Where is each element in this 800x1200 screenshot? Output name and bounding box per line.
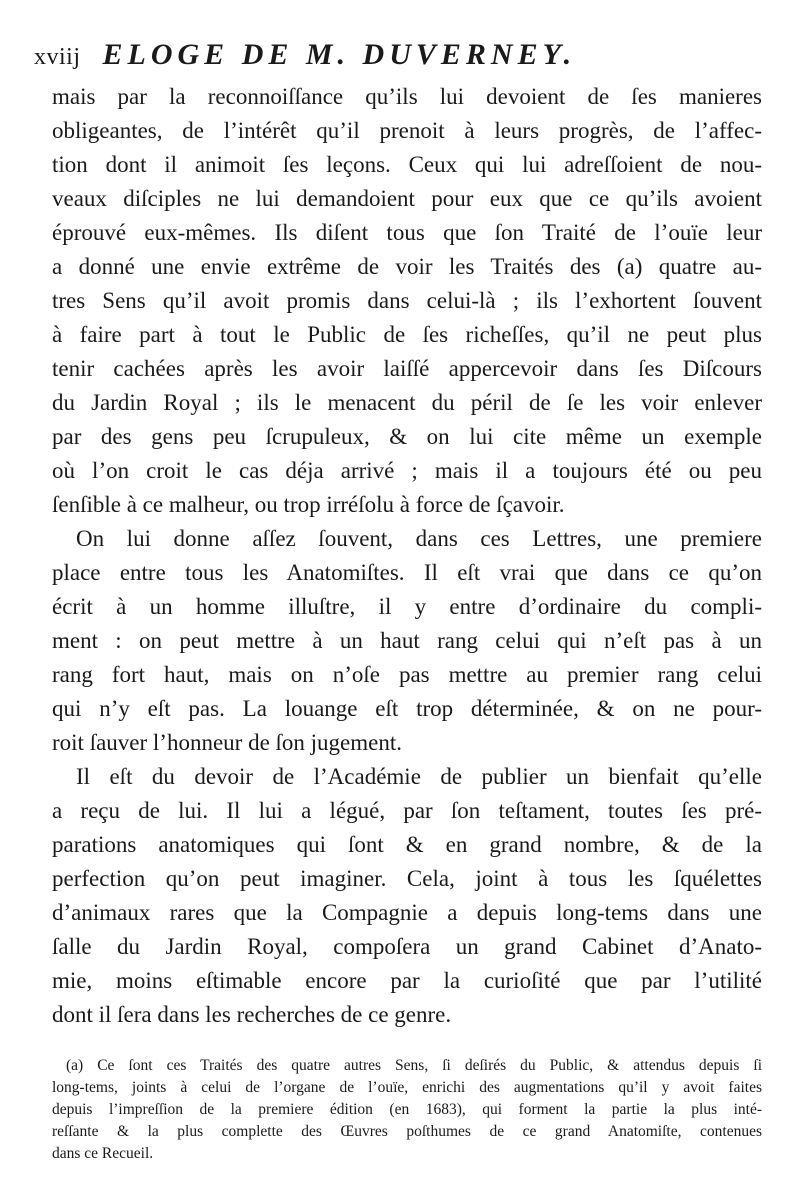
footnote-line: long-tems, joints à celui de l’organe de l’ouïe, enrichi des augmentations qu’il y avoit faites: [52, 1079, 762, 1096]
text-line: tenir cachées après les avoir laiſſé appercevoir dans ſes Diſcours: [52, 356, 762, 381]
text-line: veaux diſciples ne lui demandoient pour eux que ce qu’ils avoient: [52, 186, 762, 211]
text-line: tres Sens qu’il avoit promis dans celui-là ; ils l’exhortent ſouvent: [52, 288, 762, 313]
text-line: qui n’y eſt pas. La louange eſt trop déterminée, & on ne pour-: [52, 696, 762, 721]
text-line: a reçu de lui. Il lui a légué, par ſon teſtament, toutes ſes pré-: [52, 798, 762, 823]
footnote-line: dans ce Recueil.: [52, 1145, 154, 1162]
page-header: [34, 38, 754, 78]
text-line: mie, moins eſtimable encore par la curioſité que par l’utilité: [52, 968, 762, 993]
text-line: par des gens peu ſcrupuleux, & on lui cite même un exemple: [52, 424, 762, 449]
text-line: à faire part à tout le Public de ſes richeſſes, qu’il ne peut plus: [52, 322, 762, 347]
page-number: xviij: [34, 44, 81, 70]
paragraph-end-line: dont il ſera dans les recherches de ce genre.: [52, 1002, 452, 1027]
text-line: ment : on peut mettre à un haut rang celui qui n’eſt pas à un: [52, 628, 762, 653]
footnote-block: [52, 1055, 762, 1165]
paragraph-end-line: ſenſible à ce malheur, ou trop irréſolu à force de ſçavoir.: [52, 492, 565, 517]
main-text: [52, 80, 762, 1032]
paragraph-start-line: Il eſt du devoir de l’Académie de publier un bienfait qu’elle: [76, 764, 762, 789]
text-line: éprouvé eux-mêmes. Ils diſent tous que ſon Traité de l’ouïe leur: [52, 220, 762, 245]
paragraph-end-line: roit ſauver l’honneur de ſon jugement.: [52, 730, 403, 755]
text-line: parations anatomiques qui ſont & en grand nombre, & de la: [52, 832, 762, 857]
paragraph-start-line: On lui donne aſſez ſouvent, dans ces Lettres, une premiere: [76, 526, 762, 551]
text-line: obligeantes, de l’intérêt qu’il prenoit à leurs progrès, de l’affec-: [52, 118, 762, 143]
footnote-line: depuis l’impreſſion de la premiere édition (en 1683), qui forment la partie la plus inté-: [52, 1101, 762, 1118]
running-title: ELOGE DE M. DUVERNEY.: [102, 38, 577, 71]
text-line: tion dont il animoit ſes leçons. Ceux qui lui adreſſoient de nou-: [52, 152, 762, 177]
text-line: mais par la reconnoiſſance qu’ils lui devoient de ſes manieres: [52, 84, 762, 109]
text-line: ſalle du Jardin Royal, compoſera un grand Cabinet d’Anato-: [52, 934, 762, 959]
text-line: a donné une envie extrême de voir les Traités des (a) quatre au-: [52, 254, 762, 279]
footnote-line: reſſante & la plus complette des Œuvres poſthumes de ce grand Anatomiſte, contenues: [52, 1123, 762, 1140]
footnote-line: (a) Ce ſont ces Traités des quatre autres Sens, ſi deſirés du Public, & attendus depuis ſi: [66, 1057, 762, 1074]
text-line: où l’on croit le cas déja arrivé ; mais il a toujours été ou peu: [52, 458, 762, 483]
text-line: d’animaux rares que la Compagnie a depuis long-tems dans une: [52, 900, 762, 925]
text-line: du Jardin Royal ; ils le menacent du péril de ſe les voir enlever: [52, 390, 762, 415]
text-line: rang fort haut, mais on n’oſe pas mettre au premier rang celui: [52, 662, 762, 687]
text-line: perfection qu’on peut imaginer. Cela, joint à tous les ſquélettes: [52, 866, 762, 891]
text-line: écrit à un homme illuſtre, il y entre d’ordinaire du compli-: [52, 594, 762, 619]
text-line: place entre tous les Anatomiſtes. Il eſt vrai que dans ce qu’on: [52, 560, 762, 585]
